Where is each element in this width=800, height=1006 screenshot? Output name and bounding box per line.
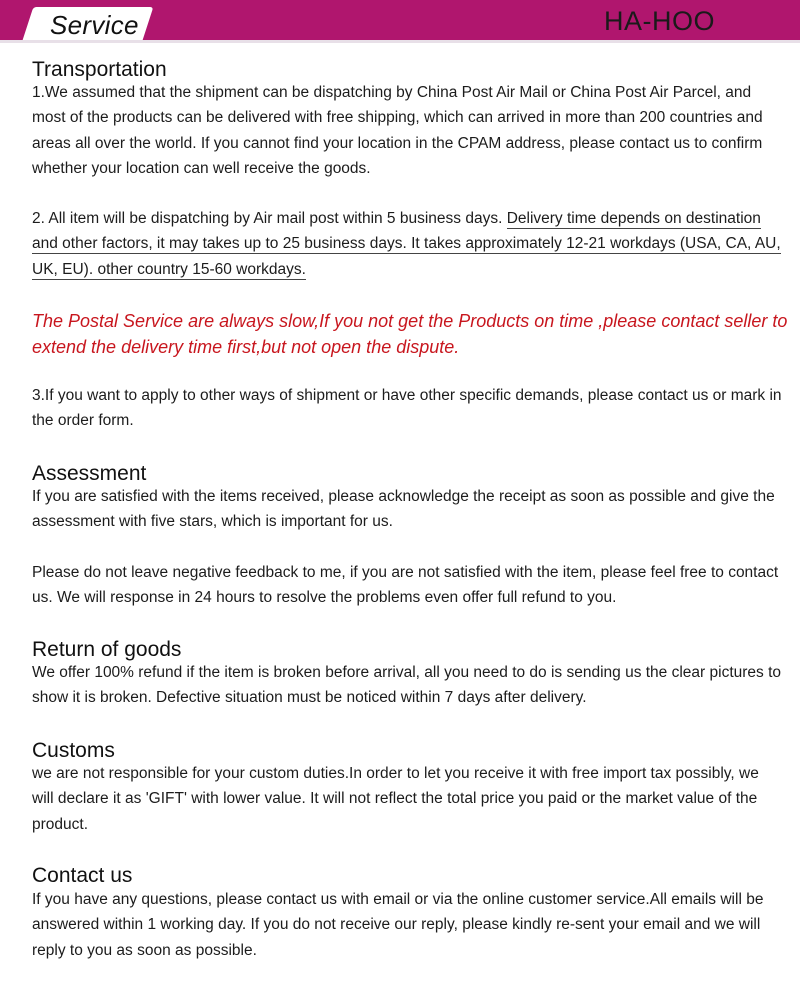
section-title-transportation: Transportation bbox=[32, 58, 167, 81]
service-tab-label: Service bbox=[50, 10, 139, 40]
brand-logo-text: HA-HOO bbox=[604, 6, 715, 36]
contact-paragraph: If you have any questions, please contact us with email or via the online customer service.All emails will be answered within 1 working day. If you do not receive our reply, please kindly re-sent your email and we will reply to you as soon as possible. bbox=[32, 891, 764, 959]
return-paragraph: We offer 100% refund if the item is broken before arrival, all you need to do is sending us the clear pictures to show it is broken. Defective situation must be noticed within 7 days after delivery. bbox=[32, 664, 782, 707]
section-title-assessment: Assessment bbox=[32, 462, 147, 485]
transportation-paragraph-2-text: 2. All item will be dispatching by Air mail post within 5 business days. bbox=[32, 210, 507, 227]
transportation-paragraph-3: 3.If you want to apply to other ways of shipment or have other specific demands, please contact us or mark in the order form. bbox=[32, 387, 782, 430]
section-title-return-of-goods: Return of goods bbox=[32, 638, 182, 661]
section-title-contact-us: Contact us bbox=[32, 864, 133, 887]
section-title-customs: Customs bbox=[32, 739, 115, 762]
transportation-paragraph-1: 1.We assumed that the shipment can be dispatching by China Post Air Mail or China Post Air Parcel, and most of the products can be delivered with free shipping, which can arrived in more than 200 countries and areas all over the world. If you cannot find your location in the CPAM address, please contact us to confirm whether your location can well receive the goods. bbox=[32, 84, 763, 177]
transportation-paragraph-2 bbox=[32, 206, 782, 282]
assessment-paragraph-2: Please do not leave negative feedback to me, if you are not satisfied with the item, please feel free to contact us. We will response in 24 hours to resolve the problems even offer full refund to you. bbox=[32, 564, 779, 607]
customs-paragraph: we are not responsible for your custom duties.In order to let you receive it with free import tax possibly, we will declare it as 'GIFT' with lower value. It will not reflect the total price you paid or the market value of the product. bbox=[32, 765, 759, 833]
delivery-time-note: Delivery time depends on destination and other factors, it may takes up to 25 business days. It takes approximately 12-21 workdays (USA, CA, AU, UK, EU). other country 15-60 workdays. bbox=[32, 210, 781, 278]
assessment-paragraph-1: If you are satisfied with the items received, please acknowledge the receipt as soon as possible and give the assessment with five stars, which is important for us. bbox=[32, 488, 775, 531]
postal-service-warning: The Postal Service are always slow,If you not get the Products on time ,please contact seller to extend the delivery time first,but not open the dispute. bbox=[32, 311, 788, 357]
